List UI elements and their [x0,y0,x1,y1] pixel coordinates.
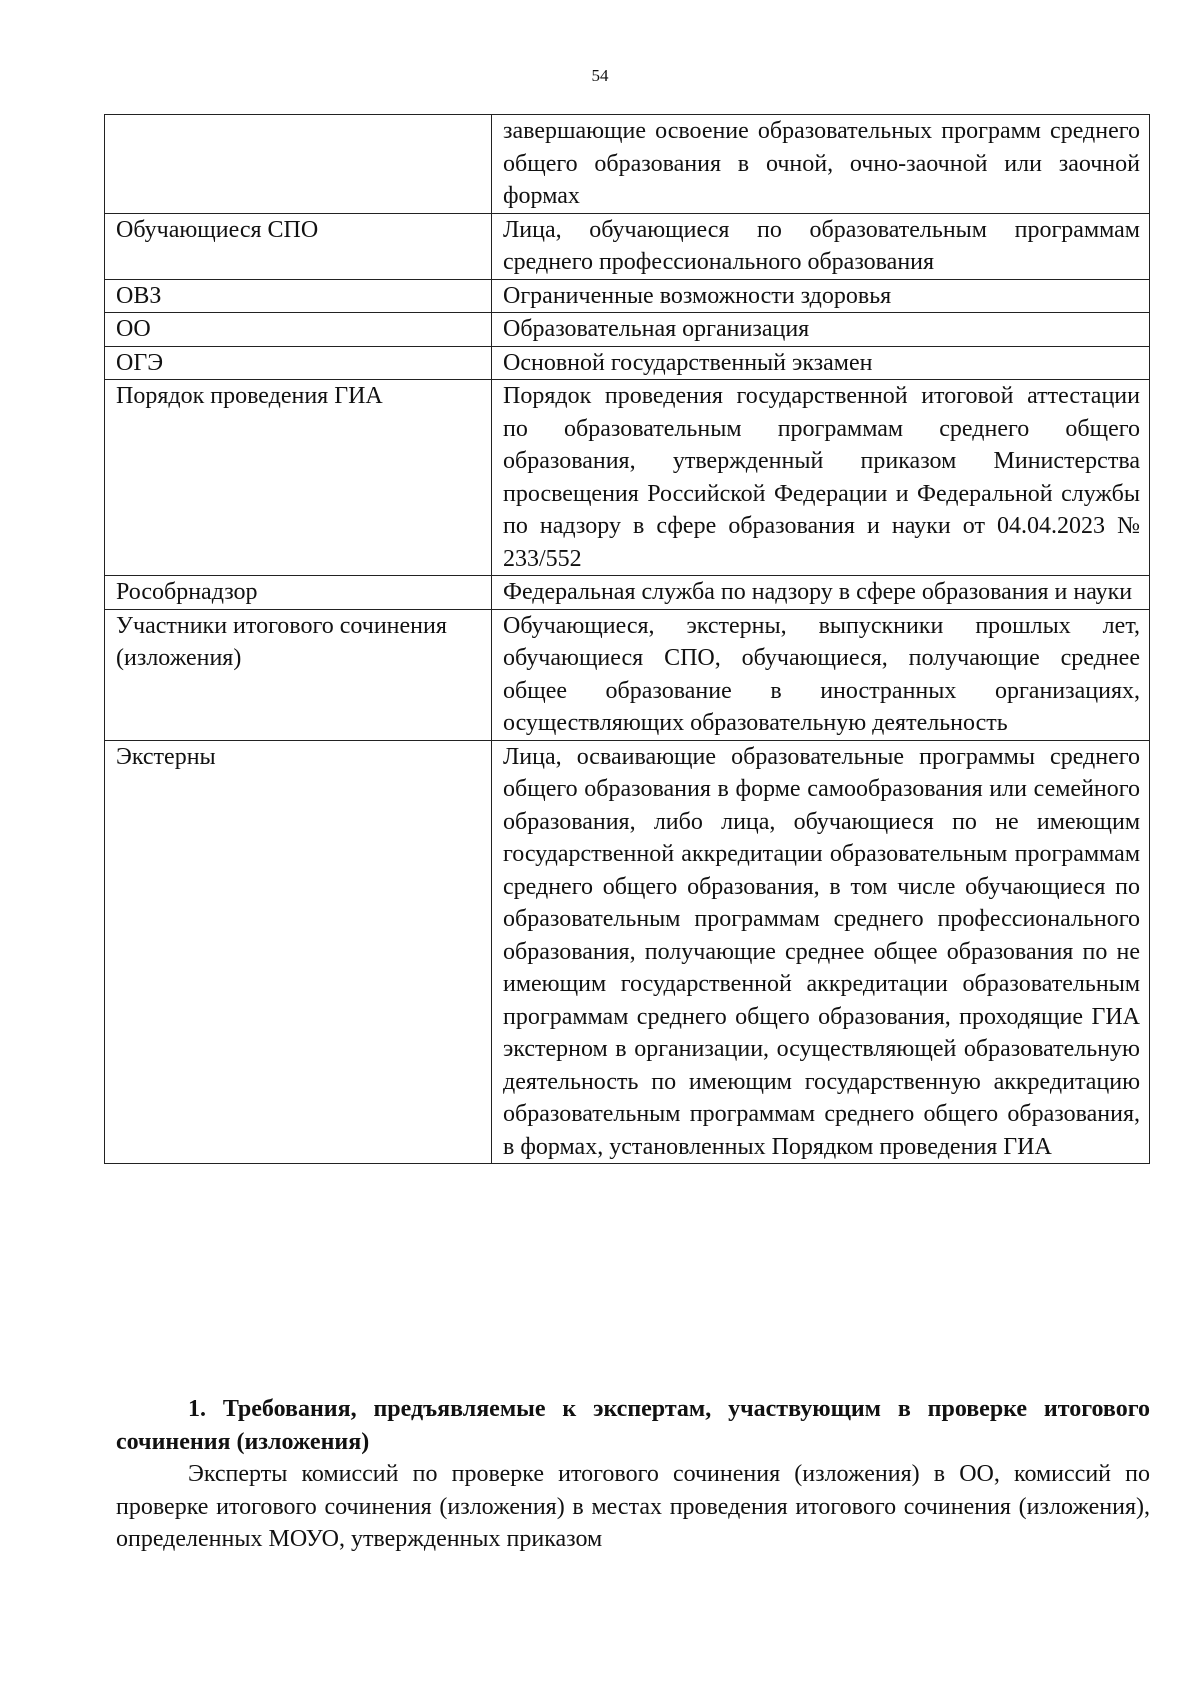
section-heading: 1. Требования, предъявляемые к экспертам, участвующим в проверке итогового сочинения (изложения) [116,1396,1150,1455]
term-cell: Обучающиеся СПО [105,213,492,279]
table-row [105,346,1150,380]
definition-cell: Лица, осваивающие образовательные программы среднего общего образования в форме самообразования или семейного образования, либо лица, обучающиеся по не имеющим государственной аккредитации образовательным программам среднего общего образования, в том числе обучающиеся по образовательным программам среднего профессионального образования, получающие среднее общее образования по не имеющим государственной аккредитации образовательным программам среднего общего образования, проходящие ГИА экстерном в организации, осуществляющей образовательную деятельность по имеющим государственную аккредитацию образовательным программам среднего общего образования, в формах, установленных Порядком проведения ГИА [492,740,1150,1164]
term-cell: Порядок проведения ГИА [105,380,492,576]
section-requirements [116,1393,1150,1556]
definition-cell: Лица, обучающиеся по образовательным программам среднего профессионального образования [492,213,1150,279]
definition-cell: Основной государственный экзамен [492,346,1150,380]
glossary-table [104,114,1150,1164]
term-cell: Экстерны [105,740,492,1164]
page-number: 54 [591,66,609,85]
definition-cell: Образовательная организация [492,313,1150,347]
table-row [105,609,1150,740]
definition-cell: Порядок проведения государственной итоговой аттестации по образовательным программам среднего общего образования, утвержденный приказом Министерства просвещения Российской Федерации и Федеральной службы по надзору в сфере образования и науки от 04.04.2023 № 233/552 [492,380,1150,576]
table-row [105,213,1150,279]
table-row [105,115,1150,214]
definition-cell: Федеральная служба по надзору в сфере образования и науки [492,576,1150,610]
table-row [105,576,1150,610]
term-cell: Рособрнадзор [105,576,492,610]
term-cell: Участники итогового сочинения (изложения) [105,609,492,740]
definition-cell: Обучающиеся, экстерны, выпускники прошлых лет, обучающиеся СПО, обучающиеся, получающие среднее общее образование в иностранных организациях, осуществляющих образовательную деятельность [492,609,1150,740]
section-paragraph: Эксперты комиссий по проверке итогового сочинения (изложения) в ОО, комиссий по проверке итогового сочинения (изложения) в местах проведения итогового сочинения (изложения), определенных МОУО, утвержденных приказом [116,1461,1150,1552]
table-row [105,279,1150,313]
term-cell: ОО [105,313,492,347]
table-row [105,313,1150,347]
term-cell: ОВЗ [105,279,492,313]
table-row [105,740,1150,1164]
term-cell [105,115,492,214]
table-row [105,380,1150,576]
definition-cell: завершающие освоение образовательных программ среднего общего образования в очной, очно-заочной или заочной формах [492,115,1150,214]
term-cell: ОГЭ [105,346,492,380]
definition-cell: Ограниченные возможности здоровья [492,279,1150,313]
